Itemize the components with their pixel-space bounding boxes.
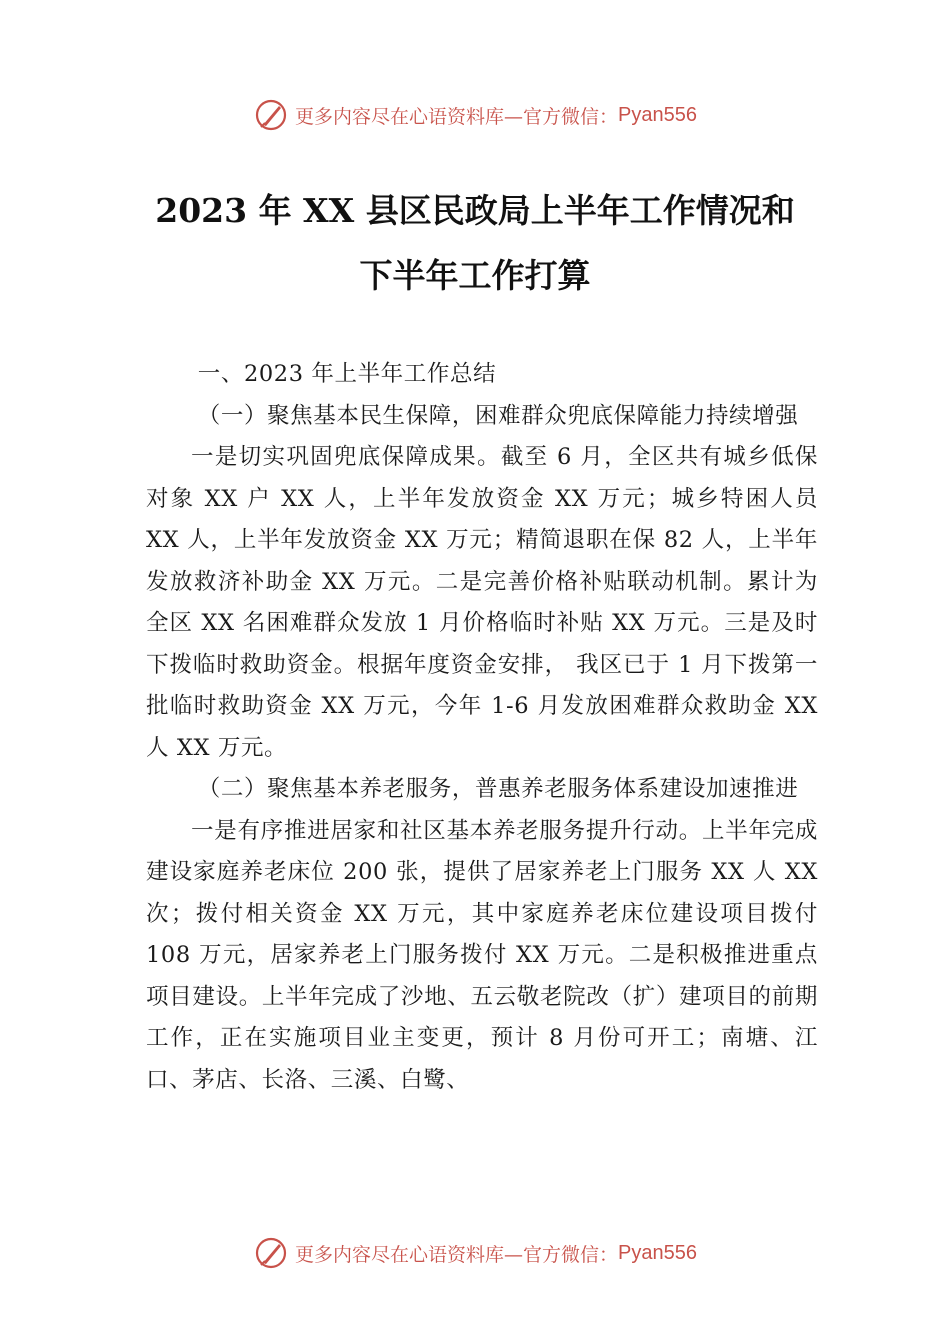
body-paragraph: 一是有序推进居家和社区基本养老服务提升行动。上半年完成建设家庭养老床位 200 张，提供了居家养老上门服务 XX 人 XX 次；拨付相关资金 XX 万元，其中家庭养老床位建设项目拨付 108 万元，居家养老上门服务拨付 XX 万元。二是积极推进重点项目建设。上半年完成了沙地、五云敬老院改（扩）建项目的前期工作，正在实施项目业主变更，预计 8 月份可开工；南塘、江口、茅店、长洛、三溪、白鹭、 <box>146 817 818 1093</box>
watermark-handle: Pyan556 <box>618 103 697 126</box>
watermark-handle: Pyan556 <box>618 1241 697 1264</box>
watermark-text: 更多内容尽在心语资料库—官方微信： <box>295 105 619 128</box>
quill-pen-icon <box>253 97 289 133</box>
document-body <box>146 354 818 1101</box>
watermark-text: 更多内容尽在心语资料库—官方微信： <box>295 1243 619 1266</box>
quill-pen-icon <box>253 1235 289 1271</box>
document-title-line2: 下半年工作打算 <box>359 256 591 295</box>
watermark-banner-bottom <box>0 1233 950 1273</box>
section-heading: 一、2023 年上半年工作总结 <box>197 361 497 387</box>
subsection-heading: （二）聚焦基本养老服务，普惠养老服务体系建设加速推进 <box>197 776 799 802</box>
document-title-line1: 2023 年 XX 县区民政局上半年工作情况和 <box>155 191 795 230</box>
body-paragraph: 一是切实巩固兜底保障成果。截至 6 月，全区共有城乡低保对象 XX 户 XX 人，上半年发放资金 XX 万元；城乡特困人员 XX 人，上半年发放资金 XX 万元；精简退职在保 82 人，上半年发放救济补助金 XX 万元。二是完善价格补贴联动机制。累计为全区 XX 名困难群众发放 1 月价格临时补贴 XX 万元。三是及时下拨临时救助资金。根据年度资金安排， 我区已于 1 月下拨第一批临时救助资金 XX 万元，今年 1-6 月发放困难群众救助金 XX 人 XX 万元。 <box>146 444 818 761</box>
subsection-heading: （一）聚焦基本民生保障，困难群众兜底保障能力持续增强 <box>197 402 799 429</box>
watermark-banner-top <box>0 95 950 135</box>
